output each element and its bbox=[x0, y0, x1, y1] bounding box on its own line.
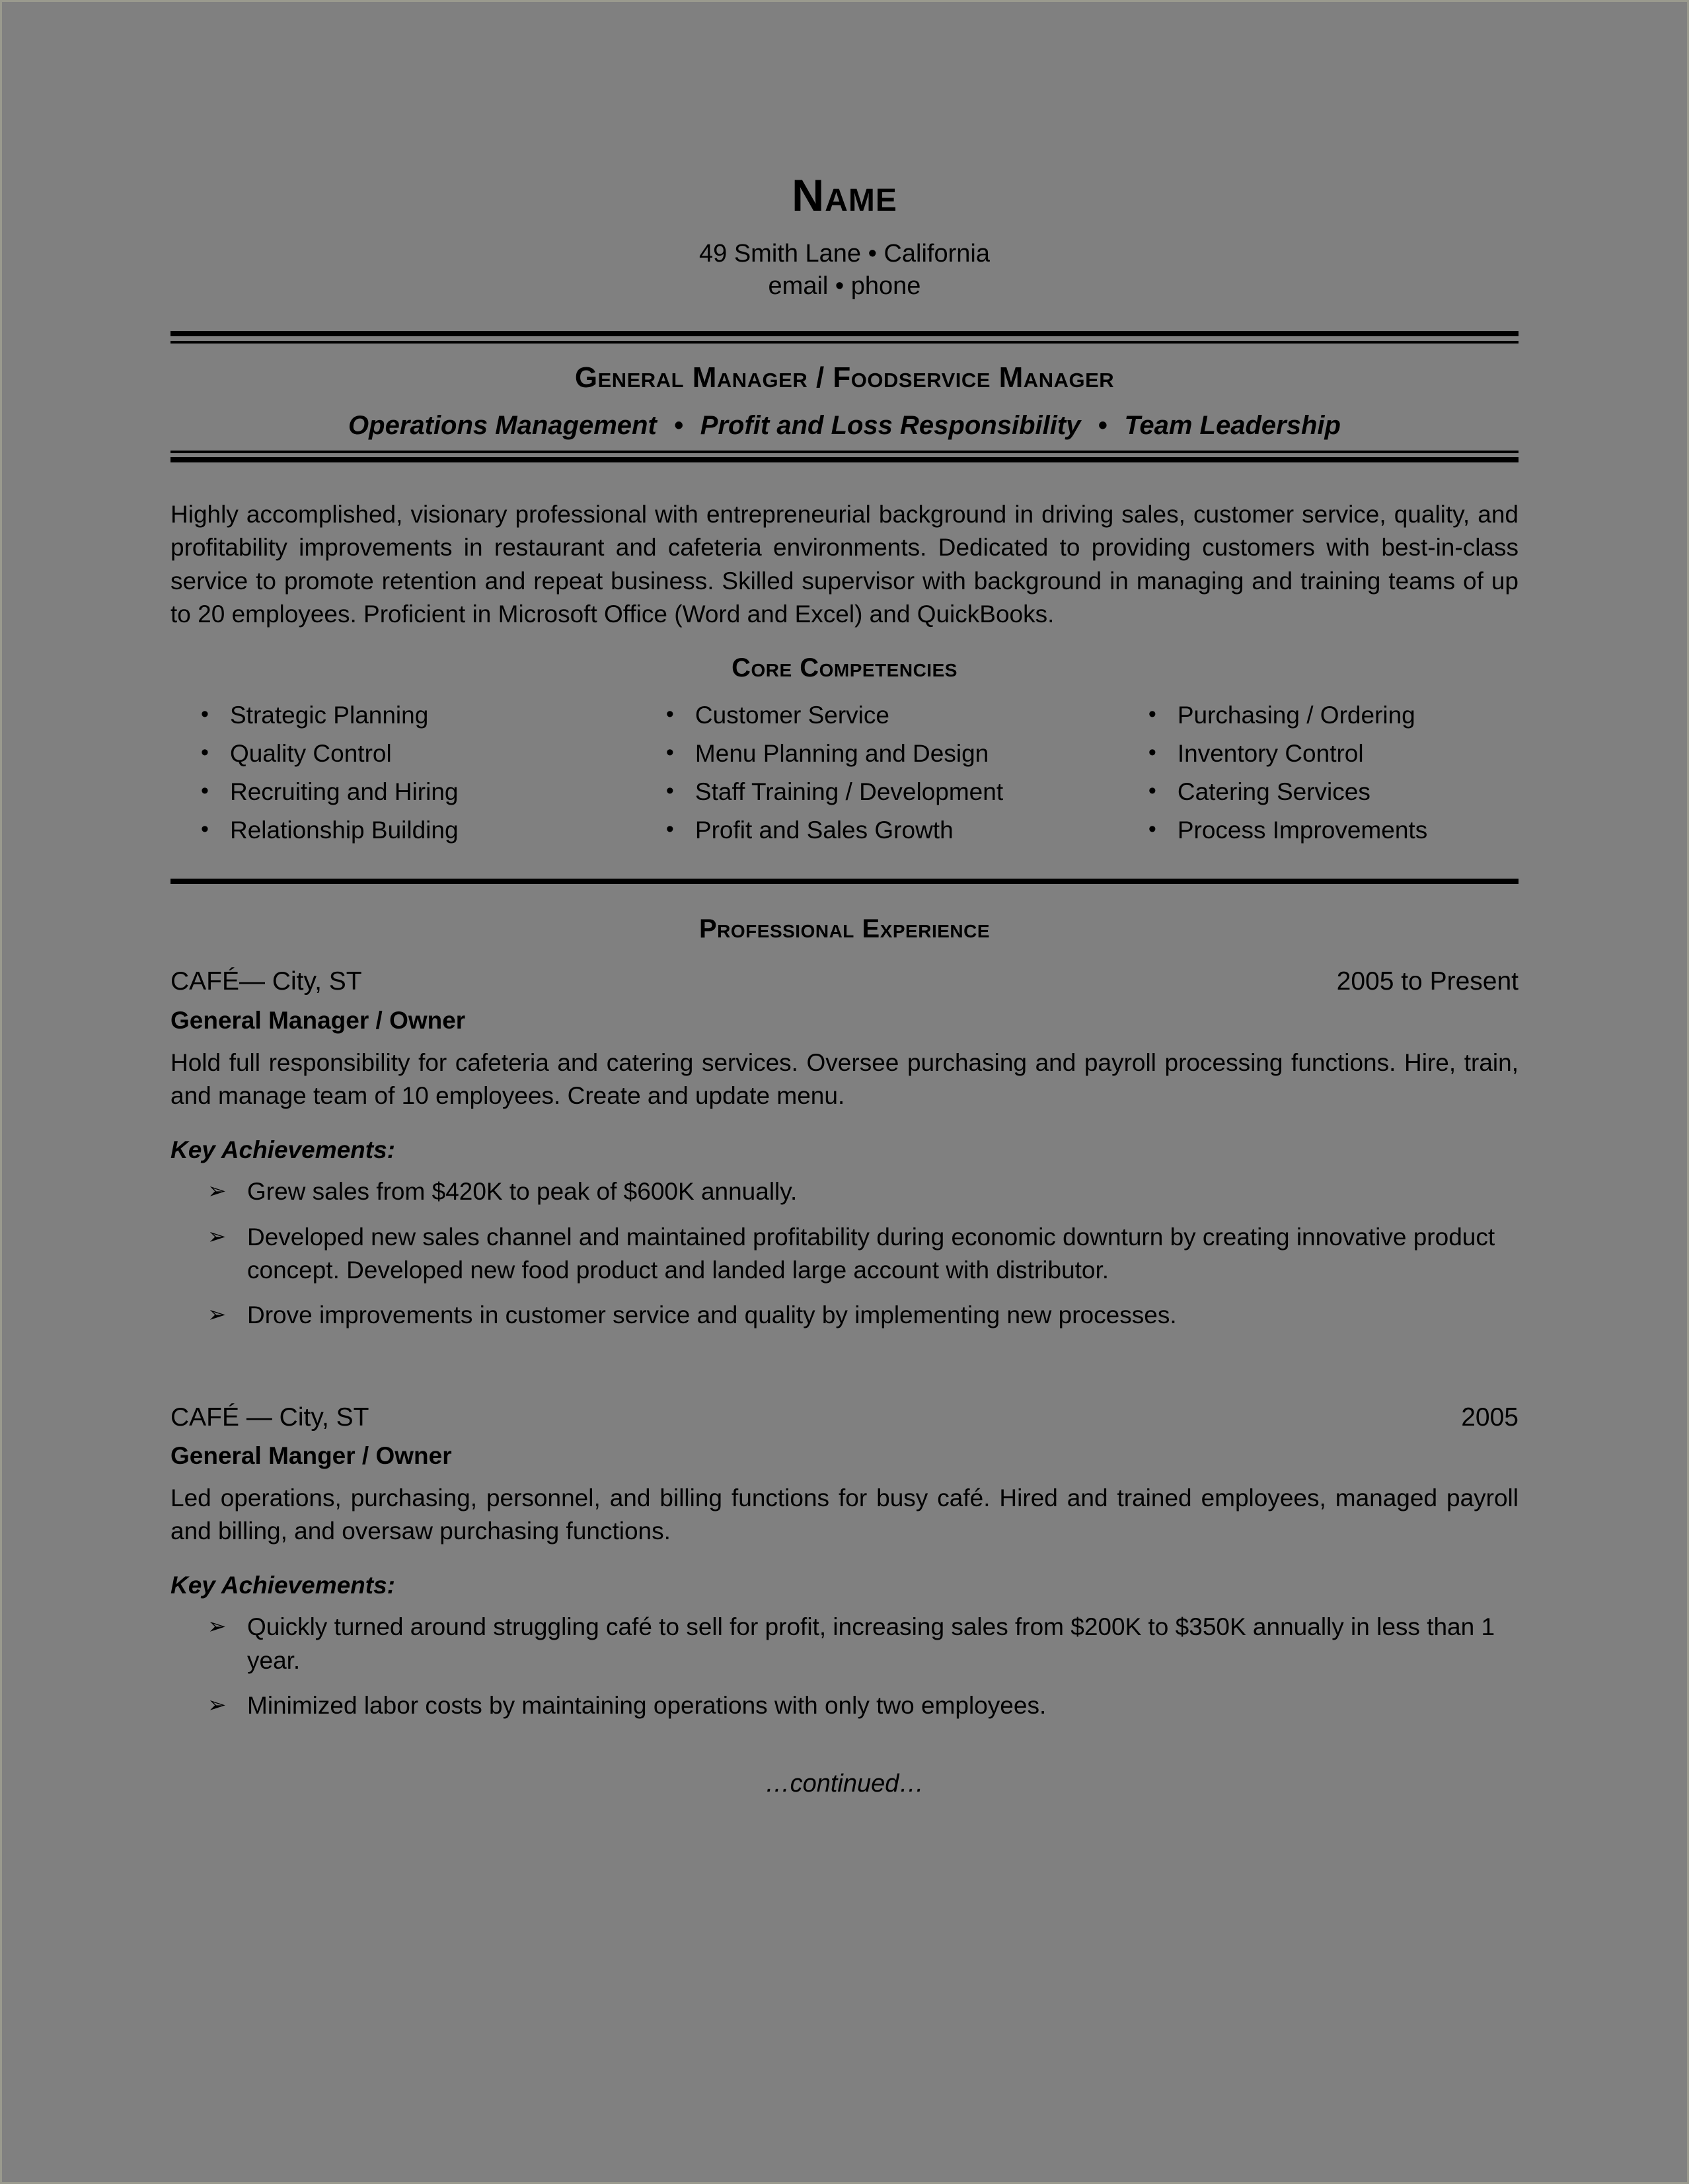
header-divider-top bbox=[170, 331, 1519, 344]
resume-sheet bbox=[170, 0, 1519, 2184]
bullet-icon: • bbox=[665, 702, 674, 727]
job-description: Hold full responsibility for cafeteria and catering services. Oversee purchasing and payroll processing functions. Hire, train, and manage team of 10 employees. Create and update menu. bbox=[170, 1049, 1519, 1110]
achievement-item bbox=[170, 1611, 1519, 1677]
core-competencies-list bbox=[170, 703, 1519, 856]
competency-label: Profit and Sales Growth bbox=[694, 817, 954, 844]
contact-line: email • phone bbox=[768, 272, 921, 301]
competency-item bbox=[666, 780, 1115, 818]
competency-label: Menu Planning and Design bbox=[694, 740, 989, 768]
competency-item bbox=[666, 703, 1115, 741]
bullet-icon: • bbox=[201, 817, 209, 842]
achievement-item bbox=[170, 1175, 1519, 1208]
arrow-bullet-icon: ➢ bbox=[207, 1302, 227, 1328]
achievement-text: Grew sales from $420K to peak of $600K annually. bbox=[247, 1178, 798, 1206]
achievement-item bbox=[170, 1689, 1519, 1722]
arrow-bullet-icon: ➢ bbox=[207, 1693, 227, 1718]
employment-dates: 2005 bbox=[1461, 1402, 1519, 1432]
competency-item bbox=[666, 741, 1115, 780]
bullet-icon: • bbox=[1148, 778, 1156, 804]
bullet-icon: • bbox=[201, 702, 209, 727]
bullet-icon: • bbox=[665, 817, 674, 842]
bullet-icon: • bbox=[201, 740, 209, 766]
competency-item bbox=[201, 780, 650, 818]
competency-label: Process Improvements bbox=[1177, 817, 1428, 844]
specialty-3: Team Leadership bbox=[1124, 411, 1341, 441]
bullet-icon: • bbox=[665, 740, 674, 766]
competency-label: Purchasing / Ordering bbox=[1177, 702, 1415, 729]
competency-item bbox=[201, 703, 650, 741]
address-line: 49 Smith Lane • California bbox=[699, 240, 990, 268]
specialty-1: Operations Management bbox=[348, 411, 657, 441]
competency-label: Relationship Building bbox=[230, 817, 459, 844]
competency-item bbox=[1148, 741, 1598, 780]
employer-name: CAFÉ — City, ST bbox=[170, 1402, 369, 1432]
competency-label: Staff Training / Development bbox=[694, 778, 1004, 806]
core-competencies-heading: Core Competencies bbox=[732, 653, 957, 683]
specialty-2: Profit and Loss Responsibility bbox=[700, 411, 1081, 441]
rule-thick bbox=[170, 331, 1519, 336]
professional-experience-heading: Professional Experience bbox=[698, 914, 991, 944]
continued-footer: …continued… bbox=[765, 1770, 924, 1798]
job-title: General Manger / Owner bbox=[170, 1442, 452, 1470]
specialty-separator-2: • bbox=[1098, 411, 1107, 441]
competency-label: Inventory Control bbox=[1177, 740, 1364, 768]
header-divider-bottom bbox=[170, 451, 1519, 462]
employment-dates: 2005 to Present bbox=[1336, 967, 1519, 996]
achievement-text: Minimized labor costs by maintaining operations with only two employees. bbox=[247, 1692, 1047, 1720]
bullet-icon: • bbox=[1148, 817, 1156, 842]
arrow-bullet-icon: ➢ bbox=[207, 1179, 227, 1204]
achievement-item bbox=[170, 1299, 1519, 1332]
competency-item bbox=[201, 818, 650, 856]
bullet-icon: • bbox=[1148, 702, 1156, 727]
achievement-text: Drove improvements in customer service and quality by implementing new processes. bbox=[247, 1301, 1177, 1329]
key-achievements-list bbox=[170, 1611, 1519, 1722]
target-job-title: General Manager / Foodservice Manager bbox=[574, 361, 1115, 394]
competency-item bbox=[1148, 703, 1598, 741]
experience-divider bbox=[170, 879, 1519, 884]
competency-label: Catering Services bbox=[1177, 778, 1370, 806]
bullet-icon: • bbox=[201, 778, 209, 804]
competency-column-1 bbox=[170, 703, 650, 856]
experience-entry bbox=[170, 968, 1519, 1332]
arrow-bullet-icon: ➢ bbox=[207, 1223, 227, 1249]
achievement-text: Quickly turned around struggling café to sell for profit, increasing sales from $200K to $350K annually in less than 1 year. bbox=[247, 1613, 1495, 1674]
competency-item bbox=[1148, 818, 1598, 856]
rule-gap bbox=[170, 336, 1519, 341]
rule-thick bbox=[170, 457, 1519, 462]
competency-item bbox=[666, 818, 1115, 856]
bullet-icon: • bbox=[1148, 740, 1156, 766]
competency-column-3 bbox=[1115, 703, 1598, 856]
achievement-text: Developed new sales channel and maintained profitability during economic downturn by creating innovative product concept. Developed new food product and landed large account with distributor. bbox=[247, 1223, 1495, 1284]
resume-header bbox=[170, 0, 1519, 303]
employer-name: CAFÉ— City, ST bbox=[170, 967, 362, 996]
experience-entry-header bbox=[170, 968, 1519, 996]
professional-summary: Highly accomplished, visionary professional with entrepreneurial background in driving sales, customer service, quality, and profitability improvements in restaurant and cafeteria environments. Dedicated to providing customers with best-in-class service to promote retention and repeat business. Skilled supervisor with background in managing and training teams of up to 20 employees. Proficient in Microsoft Office (Word and Excel) and QuickBooks. bbox=[170, 501, 1519, 628]
competency-label: Customer Service bbox=[694, 702, 889, 729]
competency-column-2 bbox=[650, 703, 1115, 856]
competency-label: Recruiting and Hiring bbox=[230, 778, 459, 806]
key-achievements-label: Key Achievements: bbox=[170, 1571, 395, 1599]
key-achievements-label: Key Achievements: bbox=[170, 1136, 395, 1163]
arrow-bullet-icon: ➢ bbox=[207, 1614, 227, 1640]
rule-thick bbox=[170, 879, 1519, 884]
rule-thin bbox=[170, 341, 1519, 344]
specialty-separator-1: • bbox=[673, 411, 683, 441]
job-title: General Manager / Owner bbox=[170, 1007, 466, 1035]
target-specialties bbox=[170, 411, 1519, 440]
bullet-icon: • bbox=[665, 778, 674, 804]
experience-entry-header bbox=[170, 1404, 1519, 1432]
competency-label: Strategic Planning bbox=[230, 702, 429, 729]
job-description: Led operations, purchasing, personnel, and billing functions for busy café. Hired and trained employees, managed payroll and billing, and oversaw purchasing functions. bbox=[170, 1484, 1519, 1545]
competency-label: Quality Control bbox=[230, 740, 392, 768]
competency-item bbox=[201, 741, 650, 780]
achievement-item bbox=[170, 1221, 1519, 1288]
key-achievements-list bbox=[170, 1175, 1519, 1332]
experience-entry bbox=[170, 1404, 1519, 1723]
competency-item bbox=[1148, 780, 1598, 818]
candidate-name: Name bbox=[792, 170, 897, 221]
